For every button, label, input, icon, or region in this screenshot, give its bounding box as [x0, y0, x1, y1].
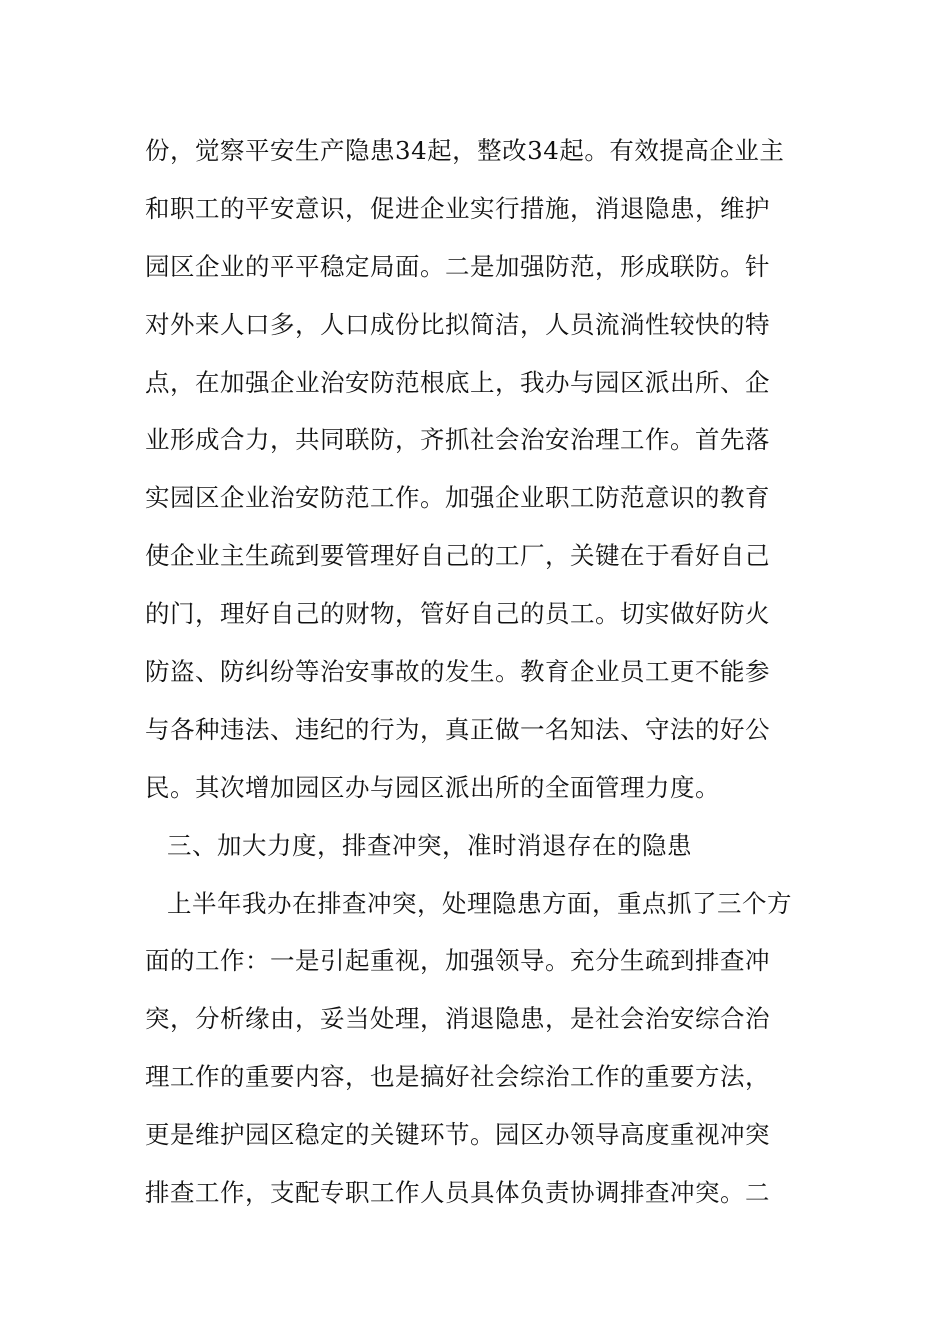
text-line: 面的工作：一是引起重视，加强领导。充分生疏到排查冲	[145, 946, 770, 976]
paragraph-start-line: 上半年我办在排查冲突，处理隐患方面，重点抓了三个方	[167, 888, 792, 918]
text-line: 与各种违法、违纪的行为，真正做一名知法、守法的好公	[145, 714, 770, 744]
text-line: 点，在加强企业治安防范根底上，我办与园区派出所、企	[145, 367, 770, 397]
section-heading: 三、加大力度，排查冲突，准时消退存在的隐患	[167, 830, 692, 860]
text-line: 理工作的重要内容，也是搞好社会综治工作的重要方法，	[145, 1062, 770, 1092]
text-line: 民。其次增加园区办与园区派出所的全面管理力度。	[145, 772, 720, 802]
text-line: 的门，理好自己的财物，管好自己的员工。切实做好防火	[145, 599, 770, 629]
body-text	[145, 122, 810, 1222]
text-line: 使企业主生疏到要管理好自己的工厂，关键在于看好自己	[145, 541, 770, 571]
text-line: 排查工作，支配专职工作人员具体负责协调排查冲突。二	[145, 1178, 770, 1208]
text-line: 更是维护园区稳定的关键环节。园区办领导高度重视冲突	[145, 1120, 770, 1150]
text-line: 防盗、防纠纷等治安事故的发生。教育企业员工更不能参	[145, 657, 770, 687]
text-line: 园区企业的平平稳定局面。二是加强防范，形成联防。针	[145, 251, 770, 281]
text-line: 份，觉察平安生产隐患34起，整改34起。有效提高企业主	[145, 136, 785, 165]
text-line: 突，分析缘由，妥当处理，消退隐患，是社会治安综合治	[145, 1004, 770, 1034]
text-line: 和职工的平安意识，促进企业实行措施，消退隐患，维护	[145, 193, 770, 223]
text-line: 实园区企业治安防范工作。加强企业职工防范意识的教育	[145, 483, 770, 513]
text-line: 业形成合力，共同联防，齐抓社会治安治理工作。首先落	[145, 425, 770, 455]
text-line: 对外来人口多，人口成份比拟简洁，人员流淌性较快的特	[145, 309, 770, 339]
